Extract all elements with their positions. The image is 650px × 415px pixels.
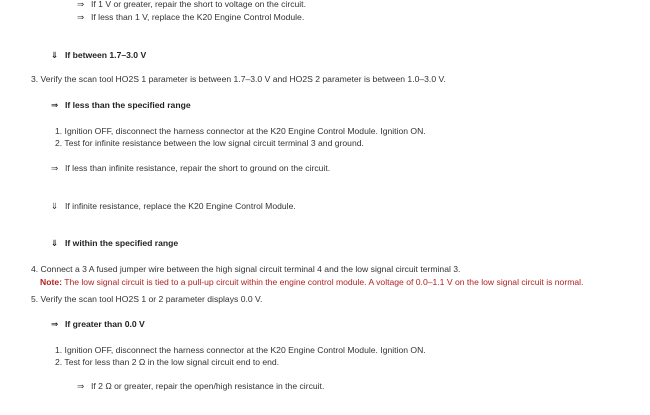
arrow-right-icon: ⇒ [77,0,85,9]
step3-result-short-text: If less than infinite resistance, repair the short to ground on the circuit. [65,163,331,173]
sub-item-text: If less than 1 V, replace the K20 Engine Control Module. [91,12,305,22]
arrow-down-icon: ⇓ [51,50,59,60]
step3-result-short [51,163,330,174]
step3-branch-less [51,100,191,111]
step3-substep-1: 1. Ignition OFF, disconnect the harness connector at the K20 Engine Control Module. Ignition ON. [55,126,426,136]
arrow-right-icon: ⇒ [77,381,85,391]
sub-item-replace-ecm [77,12,304,23]
step4-note [40,277,583,288]
arrow-right-icon: ⇒ [77,12,85,22]
step-3: 3. Verify the scan tool HO2S 1 parameter is between 1.7–3.0 V and HO2S 2 parameter is between 1.0–3.0 V. [31,74,446,84]
arrow-right-icon: ⇒ [51,319,59,329]
note-label: Note: [40,277,62,287]
arrow-right-icon: ⇒ [51,163,59,173]
step-5: 5. Verify the scan tool HO2S 1 or 2 parameter displays 0.0 V. [31,294,263,304]
step5-branch-greater [51,319,145,330]
step3-result-infinite [51,201,296,212]
sub-item-short-voltage [77,0,306,10]
step5-branch-greater-label: If greater than 0.0 V [65,319,145,329]
step3-result-infinite-text: If infinite resistance, replace the K20 Engine Control Module. [65,201,296,211]
branch-within [51,238,178,249]
step5-result-open-text: If 2 Ω or greater, repair the open/high resistance in the circuit. [91,381,325,391]
step5-result-open [77,381,324,392]
step5-substep-2: 2. Test for less than 2 Ω in the low signal circuit end to end. [55,357,280,367]
note-text: The low signal circuit is tied to a pull-up circuit within the engine control module. A voltage of 0.0–1.1 V on the low signal circuit is normal. [61,277,584,287]
branch-between-label: If between 1.7–3.0 V [65,50,147,60]
step-4: 4. Connect a 3 A fused jumper wire between the high signal circuit terminal 4 and the low signal circuit terminal 3. [31,264,461,274]
arrow-right-icon: ⇒ [51,100,59,110]
step3-branch-less-label: If less than the specified range [65,100,191,110]
branch-between [51,50,146,61]
arrow-down-icon: ⇓ [51,238,59,248]
step5-substep-1: 1. Ignition OFF, disconnect the harness connector at the K20 Engine Control Module. Ignition ON. [55,345,426,355]
sub-item-text: If 1 V or greater, repair the short to voltage on the circuit. [91,0,306,9]
arrow-down-icon: ⇓ [51,201,59,211]
branch-within-label: If within the specified range [65,238,179,248]
step3-substep-2: 2. Test for infinite resistance between the low signal circuit terminal 3 and ground. [55,138,364,148]
